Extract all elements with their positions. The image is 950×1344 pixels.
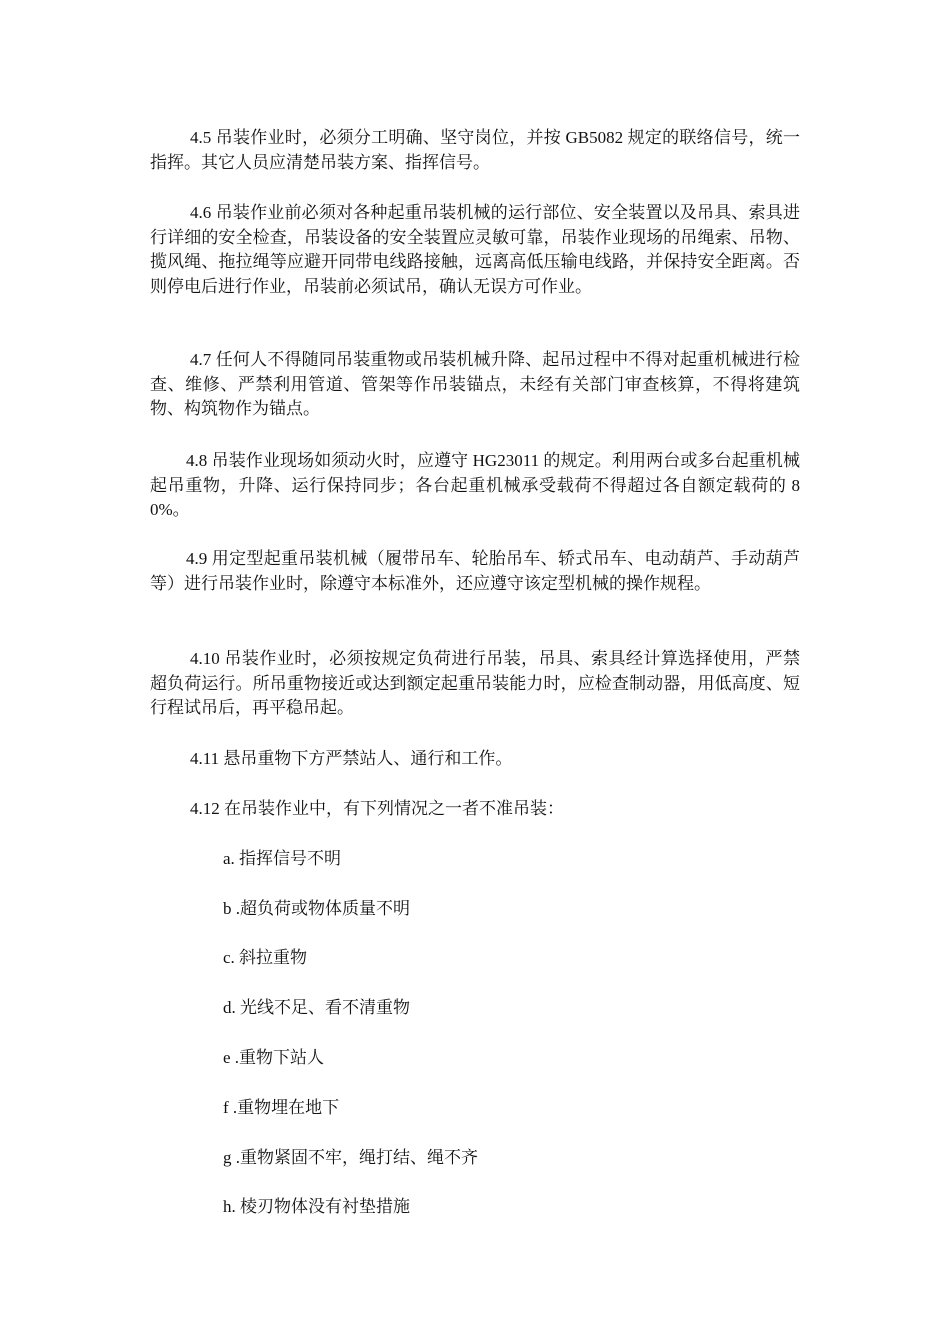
list-item-d: d. 光线不足、看不清重物 [223, 998, 410, 1017]
list-item-f: f .重物埋在地下 [223, 1098, 340, 1117]
paragraph-4-6: 4.6 吊装作业前必须对各种起重吊装机械的运行部位、安全装置以及吊具、索具进行详细的安全检查，吊装设备的安全装置应灵敏可靠，吊装作业现场的吊绳索、吊物、揽风绳、拖拉绳等应避开同带电线路接触，远离高低压输电线路，并保持安全距离。否则停电后进行作业，吊装前必须试吊，确认无误方可作业。 [150, 203, 800, 296]
list-item-b: b .超负荷或物体质量不明 [223, 899, 410, 918]
paragraph-4-10: 4.10 吊装作业时，必须按规定负荷进行吊装，吊具、索具经计算选择使用，严禁超负荷运行。所吊重物接近或达到额定起重吊装能力时，应检查制动器，用低高度、短行程试吊后，再平稳吊起。 [150, 649, 800, 717]
list-item-h: h. 棱刃物体没有衬垫措施 [223, 1197, 410, 1216]
paragraph-4-9: 4.9 用定型起重吊装机械（履带吊车、轮胎吊车、轿式吊车、电动葫芦、手动葫芦等）进行吊装作业时，除遵守本标准外，还应遵守该定型机械的操作规程。 [150, 549, 800, 593]
paragraph-4-7: 4.7 任何人不得随同吊装重物或吊装机械升降、起吊过程中不得对起重机械进行检查、维修、严禁利用管道、管架等作吊装锚点，未经有关部门审查核算，不得将建筑物、构筑物作为锚点。 [150, 350, 800, 418]
paragraph-4-5: 4.5 吊装作业时，必须分工明确、坚守岗位，并按 GB5082 规定的联络信号，统一指挥。其它人员应清楚吊装方案、指挥信号。 [150, 128, 800, 172]
paragraph-4-11: 4.11 悬吊重物下方严禁站人、通行和工作。 [190, 749, 513, 768]
list-item-g: g .重物紧固不牢，绳打结、绳不齐 [223, 1148, 478, 1167]
list-item-e: e .重物下站人 [223, 1048, 325, 1067]
paragraph-4-12: 4.12 在吊装作业中，有下列情况之一者不准吊装： [190, 799, 564, 818]
list-item-a: a. 指挥信号不明 [223, 849, 342, 868]
list-item-c: c. 斜拉重物 [223, 948, 308, 967]
paragraph-4-8: 4.8 吊装作业现场如须动火时，应遵守 HG23011 的规定。利用两台或多台起重机械起吊重物，升降、运行保持同步；各台起重机械承受载荷不得超过各自额定载荷的 80%。 [150, 451, 800, 519]
